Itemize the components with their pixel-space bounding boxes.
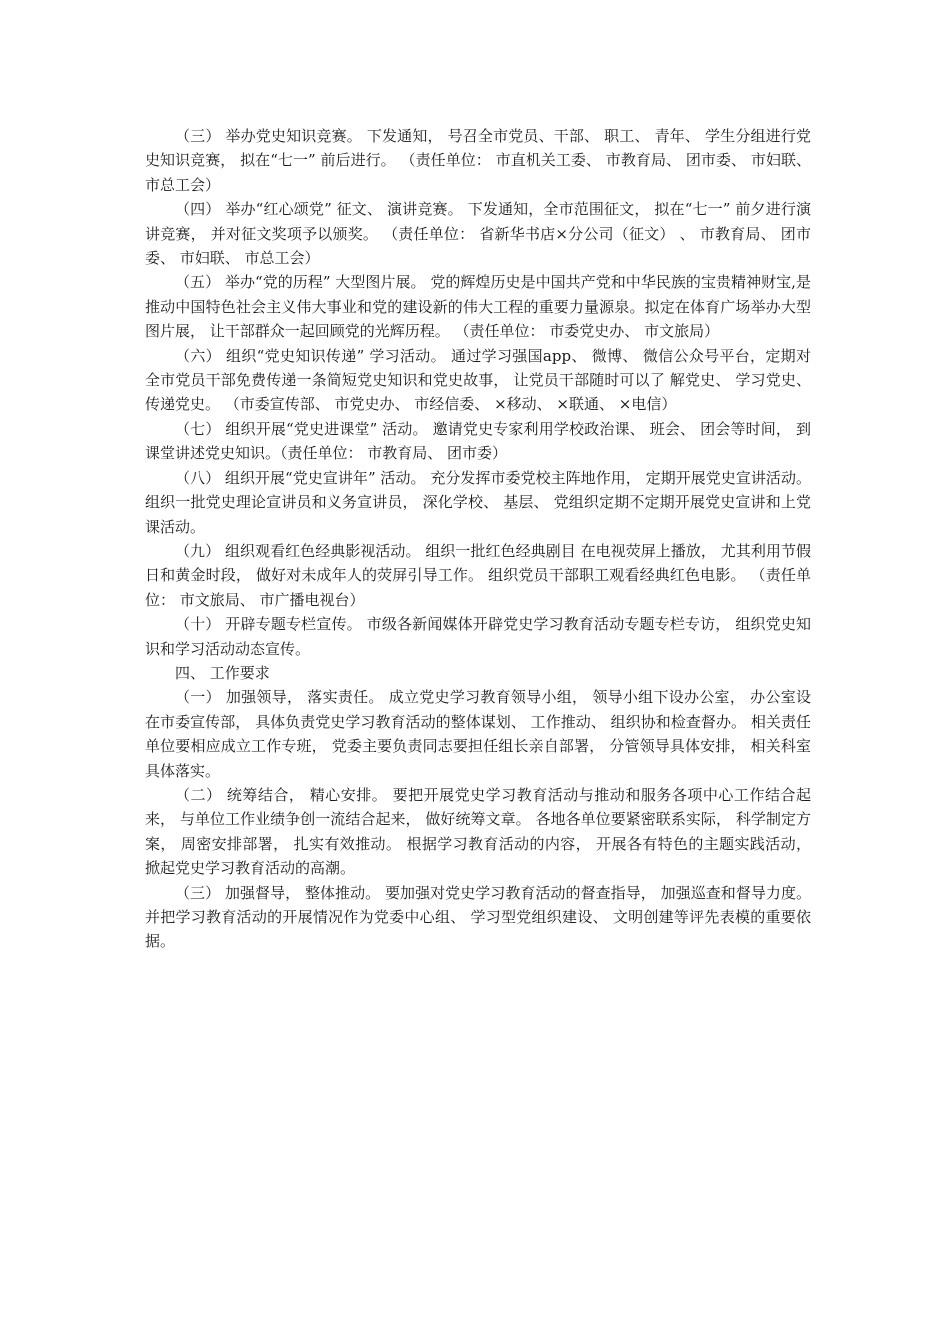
- paragraph-red-films: （九） 组织观看红色经典影视活动。 组织一批红色经典剧目 在电视荧屏上播放， 尤其利用节假日和黄金时段， 做好对未成年人的荧屏引导工作。 组织党员干部职工观看经典红色电影。 （责任单位： 市文旅局、 市广播电视台）: [145, 541, 811, 609]
- paragraph-knowledge-delivery: （六） 组织“党史知识传递” 学习活动。 通过学习强国app、 微博、 微信公众号平台，定期对全市党员干部免费传递一条简短党史知识和党史故事， 让党员干部随时可以了 解党史、 学习党史、 传递党史。 （市委宣传部、 市党史办、 市经信委、 ×移动、 ×联通、 ×电信）: [145, 346, 811, 414]
- paragraph-knowledge-contest: （三） 举办党史知识竞赛。 下发通知， 号召全市党员、干部、 职工、 青年、 学生分组进行党史知识竞赛， 拟在“七一” 前后进行。 （责任单位： 市直机关工委、 市教育局、 团市委、 市妇联、 市总工会）: [145, 127, 811, 194]
- section-heading: 四、 工作要求: [175, 663, 270, 682]
- paragraph-photo-exhibition: （五） 举办“党的历程” 大型图片展。 党的辉煌历史是中国共产党和中华民族的宝贵精神财宝,是推动中国特色社会主义伟大事业和党的建设新的伟大工程的重要力量源泉。拟定在体育广场举办大型图片展， 让干部群众一起回顾党的光辉历程。 （责任单位： 市委党史办、 市文旅局）: [145, 273, 811, 341]
- paragraph-requirement-leadership: （一） 加强领导， 落实责任。 成立党史学习教育领导小组， 领导小组下设办公室， 办公室设在市委宣传部， 具体负责党史学习教育活动的整体谋划、 工作推动、 组织协和检查督办。 相关责任单位要相应成立工作专班， 党委主要负责同志要担任组长亲自部署， 分管领导具体安排， 相关科室具体落实。: [145, 688, 811, 780]
- document-page: [145, 124, 811, 954]
- paragraph-requirement-supervision: （三） 加强督导， 整体推动。 要加强对党史学习教育活动的督查指导， 加强巡查和督导力度。 并把学习教育活动的开展情况作为党委中心组、 学习型党组织建设、 文明创建等评先表模的重要依据。: [145, 883, 811, 951]
- paragraph-media-column: （十） 开辟专题专栏宣传。 市级各新闻媒体开辟党史学习教育活动专题专栏专访， 组织党史知识和学习活动动态宣传。: [145, 615, 811, 658]
- paragraph-lecture-year: （八） 组织开展“党史宣讲年” 活动。 充分发挥市委党校主阵地作用， 定期开展党史宣讲活动。 组织一批党史理论宣讲员和义务宣讲员， 深化学校、 基层、 党组织定期不定期开展党史宣讲和上党课活动。: [145, 468, 811, 536]
- paragraph-history-in-class: （七） 组织开展“党史进课堂” 活动。 邀请党史专家利用学校政治课、 班会、 团会等时间， 到课堂讲述党史知识。（责任单位： 市教育局、 团市委）: [145, 419, 811, 463]
- paragraph-requirement-coordination: （二） 统筹结合， 精心安排。 要把开展党史学习教育活动与推动和服务各项中心工作结合起来， 与单位工作业绩争创一流结合起来， 做好统筹文章。 各地各单位要紧密联系实际， 科学制定方案， 周密安排部署， 扎实有效推动。 根据学习教育活动的内容， 开展各有特色的主题实践活动， 掀起党史学习教育活动的高潮。: [145, 785, 811, 878]
- paragraph-essay-speech-contest: （四） 举办“红心颂党” 征文、 演讲竞赛。 下发通知，全市范围征文， 拟在“七一” 前夕进行演讲竞赛， 并对征文奖项予以颁奖。 （责任单位： 省新华书店×分公司（征文） 、 市教育局、 团市委、 市妇联、 市总工会）: [145, 200, 811, 268]
